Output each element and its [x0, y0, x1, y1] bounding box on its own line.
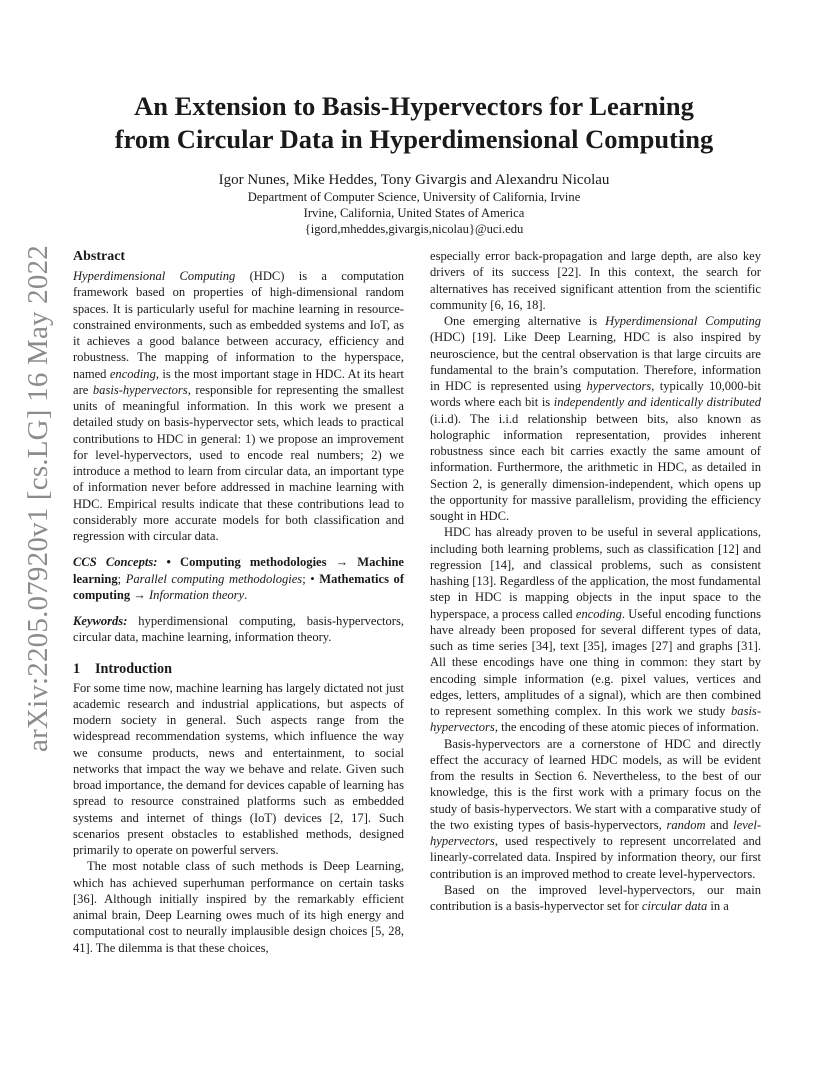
p7-text-1: Based on the improved level-hypervectors, our main contribution is a basis-hypervector set for	[430, 882, 761, 913]
p4-term-hdc: Hyperdimensional Computing	[605, 314, 761, 328]
ccs-text-5: Mathematics of computing	[73, 571, 404, 602]
abstract-heading: Abstract	[73, 249, 126, 264]
p7-term-circular: circular data	[641, 899, 708, 913]
intro-paragraph-7	[430, 882, 761, 915]
left-column	[73, 248, 404, 956]
p5-term-encoding: encoding	[575, 606, 622, 621]
p5-text-3: , the encoding of these atomic pieces of information.	[494, 720, 759, 735]
p4-text-2: (HDC) [19]. Like Deep Learning, HDC is also inspired by neuroscience, but the central observation is that large circuits are fundamental to the brain’s computation. Therefore, information in HDC is represented using	[430, 330, 761, 393]
abstract-term-hdc: Hyperdimensional Computing	[73, 269, 236, 283]
affiliation-emails: {igord,mheddes,givargis,nicolau}@uci.edu	[304, 222, 524, 236]
intro-section-number: 1	[73, 660, 81, 677]
p6-text-2: and	[705, 817, 734, 832]
p6-term-random: random	[666, 817, 706, 832]
ccs-text-1: • Computing methodologies → Machine learning	[73, 555, 404, 586]
ccs-text-4: ; •	[302, 571, 320, 586]
intro-paragraph-6	[430, 736, 761, 882]
p4-text-1: One emerging alternative is	[444, 314, 606, 328]
p4-term-iid: independently and identically distributed	[553, 395, 761, 410]
intro-paragraph-3: especially error back-propagation and large depth, are also key drivers of its success [22]. In this context, the search for alternatives has received significant attention from the scientific community [6, 16, 18].	[430, 249, 761, 312]
p5-term-basis: basis-hypervectors	[430, 704, 761, 735]
p4-term-hypervectors: hypervectors	[586, 379, 652, 393]
abstract-term-encoding: encoding	[109, 366, 156, 381]
p6-text-1: Basis-hypervectors are a cornerstone of HDC and directly effect the accuracy of learned HDC models, as will be evident from the results in Section 6. Nevertheless, to the best of our knowledge, this is the first work with a primary focus on the study of basis-hypervectors. We start with a comparative study of the two existing types of basis-hypervectors,	[430, 736, 761, 832]
intro-paragraph-1: For some time now, machine learning has largely dictated not just academic research and industrial applications, but aspects of modern society in general. Such aspects range from the widespread recommendation systems, which influence the way we consume products, news and entertainment, to social networks that impact the way we behave and relate. Given such broad importance, the demand for devices capable of learning has spread to resource constrained platforms such as embedded systems and internet of things (IoT) devices [2, 17]. Such scenarios present obstacles to established methods, designed primarily to operate on powerful servers.	[73, 680, 404, 857]
ccs-text-6: →	[130, 587, 149, 602]
right-column	[430, 248, 761, 914]
ccs-text-3: Parallel computing methodologies	[125, 571, 303, 586]
p5-text-2: . Useful encoding functions have already been proposed for several different types of data, such as time series [34], text [35], images [27] and graphs [31]. All these encodings have one thing in common: they start by encoding simple information (e.g. pixel values, vertices and edges, letters, amplitudes of a signal), which are then combined to represent something complex. In this work we study	[430, 606, 762, 718]
ccs-concepts	[73, 554, 404, 603]
affiliation-department: Department of Computer Science, University of California, Irvine	[247, 190, 581, 204]
arxiv-stamp: arXiv:2205.07920v1 [cs.LG] 16 May 2022	[22, 245, 54, 752]
p6-text-3: , used respectively to represent uncorrelated and linearly-correlated data. Inspired by information theory, our first contribution is an improved method to create level-hypervectors.	[430, 834, 761, 881]
keywords-text: hyperdimensional computing, basis-hypervectors, circular data, machine learning, information theory.	[73, 614, 404, 645]
p4-text-3: , typically 10,000-bit words where each bit is	[430, 379, 762, 410]
ccs-text-7: Information theory	[149, 587, 245, 602]
abstract-paragraph	[73, 268, 404, 544]
abstract-term-basis: basis-hypervectors	[92, 382, 188, 397]
author-list: Igor Nunes, Mike Heddes, Tony Givargis and Alexandru Nicolau	[218, 172, 610, 188]
ccs-text-8: .	[244, 587, 248, 602]
p4-text-4: (i.i.d). The i.i.d relationship between bits, also known as holographic information representation, provides inherent robustness since each bit carries exactly the same amount of information. Furthermore, the arithmetic in HDC, as detailed in Section 2, is generally dimension-independent, which opens up the opportunity for massive parallelism, providing the efficiency sought in HDC.	[430, 411, 761, 523]
p5-text-1: HDC has already proven to be useful in several applications, including both learning problems, such as classification [12] and regression [14], and classical problems, such as consistent hashing [13]. Regardless of the application, the most fundamental step in HDC is mapping objects in the input space to the hyperspace, a process called	[430, 525, 761, 621]
p7-text-2: in a	[707, 899, 729, 913]
keywords	[73, 613, 404, 646]
intro-paragraph-4	[430, 313, 761, 524]
intro-paragraph-2: The most notable class of such methods is Deep Learning, which has achieved superhuman performance on certain tasks [36]. Although initially inspired by the remarkably efficient animal brain, Deep Learning owes much of its high energy and computational cost to neurally implausible design choices [5, 28, 41]. The dilemma is that these choices,	[73, 859, 404, 955]
p6-term-level: level-hypervectors	[430, 817, 762, 848]
ccs-label: CCS Concepts:	[73, 555, 158, 570]
intro-heading-text: Introduction	[95, 660, 172, 677]
keywords-label: Keywords:	[73, 614, 128, 628]
ccs-text-2: ;	[117, 571, 126, 586]
intro-heading	[73, 660, 404, 678]
abstract-text-2: , is the most important stage in HDC. At its heart are	[73, 366, 404, 397]
title-line-2: from Circular Data in Hyperdimensional Computing	[114, 124, 714, 154]
abstract-text-3: , responsible for representing the smallest units of meaningful information. In this work we present a detailed study on basis-hypervector sets, which leads to practical contributions to HDC in general: 1) we propose an improvement for level-hypervectors, used to encode real numbers; 2) we introduce a method to learn from circular data, an important type of information never before addressed in machine learning with HDC. Empirical results indicate that these contributions lead to considerably more accurate models for both classification and regression with circular data.	[73, 382, 404, 543]
title-line-1: An Extension to Basis-Hypervectors for Learning	[134, 91, 694, 121]
paper-title	[60, 90, 768, 156]
intro-paragraph-5	[430, 524, 761, 735]
abstract-text-1: (HDC) is a computation framework based on properties of high-dimensional random spaces. It is particularly useful for machine learning in resource-constrained environments, such as embedded systems and IoT, as it achieves a good balance between accuracy, efficiency and robustness. The mapping of information to the hyperspace, named	[73, 269, 404, 381]
affiliation-location: Irvine, California, United States of America	[303, 206, 525, 220]
